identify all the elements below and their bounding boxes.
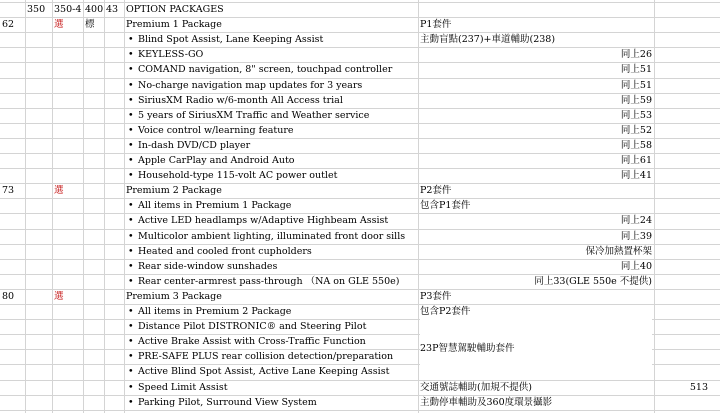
package-item[interactable]: Rear center-armrest pass-through （NA on GLE 550e) — [138, 275, 400, 287]
bullet-icon: • — [128, 381, 134, 393]
package-item[interactable]: SiriusXM Radio w/6-month All Access trial — [138, 94, 343, 106]
package-name-cn[interactable]: P1套件 — [420, 19, 452, 31]
package-item-cn[interactable]: 同上26 — [620, 49, 652, 61]
package-item[interactable]: Voice control w/learning feature — [138, 124, 294, 136]
bullet-icon: • — [128, 49, 134, 61]
package-id[interactable]: 73 — [2, 185, 15, 197]
package-item[interactable]: Apple CarPlay and Android Auto — [138, 155, 295, 166]
header-43: 43 — [106, 4, 119, 15]
package-item-cn[interactable]: 同上59 — [620, 94, 652, 106]
package-option-350-4[interactable]: 選 — [54, 290, 64, 302]
package-item-cn[interactable]: 包含P1套件 — [420, 200, 471, 212]
package-id[interactable]: 80 — [2, 290, 15, 302]
package-item-cn[interactable]: 交通號誌輔助(加規不提供) — [420, 381, 532, 393]
bullet-icon: • — [128, 124, 134, 136]
package-item-cn[interactable]: 同上41 — [620, 170, 652, 182]
package-option-350-4[interactable]: 選 — [54, 19, 64, 31]
package-item-cn[interactable]: 同上51 — [620, 79, 652, 91]
package-item[interactable]: KEYLESS-GO — [138, 49, 204, 61]
package-item[interactable]: Active LED headlamps w/Adaptive Highbeam Assist — [138, 215, 389, 227]
package-name-cn[interactable]: P2套件 — [420, 185, 452, 197]
package-item-cn[interactable]: 同上58 — [620, 139, 652, 151]
package-item-cn[interactable]: 同上51 — [620, 64, 652, 76]
bullet-icon: • — [128, 396, 134, 408]
package-option-350-4[interactable]: 選 — [54, 185, 64, 197]
header-option-packages: OPTION PACKAGES — [126, 4, 224, 15]
package-item[interactable]: 5 years of SiriusXM Traffic and Weather service — [138, 109, 370, 121]
bullet-icon: • — [128, 245, 134, 257]
package-item[interactable]: Distance Pilot DISTRONIC® and Steering Pilot — [138, 321, 367, 333]
bullet-icon: • — [128, 155, 134, 166]
extra-value[interactable]: 513 — [689, 381, 708, 393]
bullet-icon: • — [128, 260, 134, 272]
grid-row-line — [0, 410, 720, 411]
package-name[interactable]: Premium 1 Package — [126, 19, 222, 31]
package-item[interactable]: All items in Premium 1 Package — [138, 200, 292, 212]
package-item-cn[interactable]: 主動停車輔助及360度環景攝影 — [420, 396, 553, 408]
header-350: 350 — [27, 4, 46, 15]
package-item-cn[interactable]: 主動盲點(237)+車道輔助(238) — [420, 34, 556, 46]
bullet-icon: • — [128, 215, 134, 227]
bullet-icon: • — [128, 139, 134, 151]
bullet-icon: • — [128, 351, 134, 363]
package-item[interactable]: Parking Pilot, Surround View System — [138, 396, 317, 408]
bullet-icon: • — [128, 366, 134, 378]
bullet-icon: • — [128, 306, 134, 317]
package-name-cn[interactable]: P3套件 — [420, 290, 452, 302]
package-item[interactable]: No-charge navigation map updates for 3 years — [138, 79, 363, 91]
bullet-icon: • — [128, 109, 134, 121]
bullet-icon: • — [128, 200, 134, 212]
bullet-icon: • — [128, 34, 134, 46]
package-item[interactable]: Heated and cooled front cupholders — [138, 245, 312, 257]
header-350-4: 350-4 — [54, 4, 82, 15]
bullet-icon: • — [128, 64, 134, 76]
package-item-cn[interactable]: 包含P2套件 — [420, 306, 471, 317]
package-item-cn[interactable]: 同上24 — [620, 215, 652, 227]
package-item-cn[interactable]: 同上53 — [620, 109, 652, 121]
bullet-icon: • — [128, 230, 134, 242]
package-item-cn[interactable]: 同上39 — [620, 230, 652, 242]
package-item[interactable]: COMAND navigation, 8" screen, touchpad controller — [138, 64, 393, 76]
package-id[interactable]: 62 — [2, 19, 15, 31]
package-standard-400[interactable]: 標 — [85, 19, 95, 31]
package-item[interactable]: Speed Limit Assist — [138, 381, 228, 393]
package-item-cn[interactable]: 同上40 — [620, 260, 652, 272]
bullet-icon: • — [128, 94, 134, 106]
package-item[interactable]: Rear side-window sunshades — [138, 260, 278, 272]
package-name[interactable]: Premium 3 Package — [126, 290, 222, 302]
package-item-cn[interactable]: 保冷加熱置杯架 — [585, 245, 652, 257]
bullet-icon: • — [128, 79, 134, 91]
package-item-cn[interactable]: 同上52 — [620, 124, 652, 136]
bullet-icon: • — [128, 275, 134, 287]
package-item[interactable]: Multicolor ambient lighting, illuminated front door sills — [138, 230, 406, 242]
bullet-icon: • — [128, 336, 134, 348]
package-item-cn[interactable]: 同上61 — [620, 155, 652, 166]
package-item-cn[interactable]: 同上33(GLE 550e 不提供) — [534, 275, 652, 287]
package-item[interactable]: In-dash DVD/CD player — [138, 139, 251, 151]
bullet-icon: • — [128, 321, 134, 333]
package-item[interactable]: Active Brake Assist with Cross-Traffic Function — [138, 336, 366, 348]
package-item[interactable]: PRE-SAFE PLUS rear collision detection/preparation — [138, 351, 394, 363]
package-item[interactable]: Active Blind Spot Assist, Active Lane Keeping Assist — [138, 366, 390, 378]
package-item[interactable]: Household-type 115-volt AC power outlet — [138, 170, 338, 182]
package-name[interactable]: Premium 2 Package — [126, 185, 222, 197]
package-item[interactable]: All items in Premium 2 Package — [138, 306, 292, 317]
header-400: 400 — [85, 4, 104, 15]
bullet-icon: • — [128, 170, 134, 182]
merged-note[interactable]: 23P智慧駕駛輔助套件 — [420, 319, 652, 379]
package-item[interactable]: Blind Spot Assist, Lane Keeping Assist — [138, 34, 324, 46]
